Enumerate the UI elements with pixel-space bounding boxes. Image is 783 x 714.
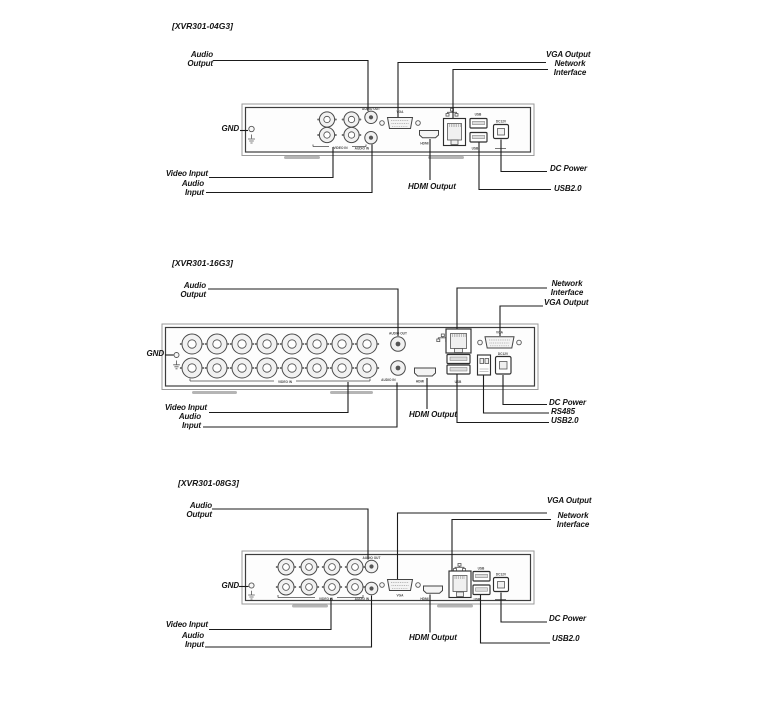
audio-out-marking: AUDIO OUT [362,555,381,560]
label-hdmi-output: HDMI Output [409,410,457,419]
label-dc-power: DC Power [549,398,586,407]
label-audio-input: Audio Input [181,631,204,649]
usb-marking: USB [454,379,462,384]
usb-marking: USB [473,597,481,602]
label-vga-output: VGA Output [547,496,592,505]
video-in-marking: VIDEO IN [333,146,348,150]
dc-marking: DC12V [495,572,507,577]
callout-audio-output [213,61,368,112]
usb-marking: USB [471,146,479,151]
model-title: [XVR301-16G3] [172,258,233,268]
rs485-terminal [478,355,491,375]
audio-in-marking: AUDIO IN [354,596,369,601]
label-audio-output: Audio Output [187,50,213,68]
hdmi-marking: HDMI [415,379,424,384]
dc-marking: DC12V [497,351,509,356]
model-title: [XVR301-04G3] [172,21,233,31]
label-usb: USB2.0 [554,184,582,193]
vga-marking: VGA [496,330,503,335]
label-rs485: RS485 [551,407,575,416]
label-audio-output: Audio Output [180,281,206,299]
audio-in-marking: AUDIO IN [381,377,396,382]
hdmi-marking: HDMI [420,141,429,146]
label-usb: USB2.0 [552,634,580,643]
video-in-marking: VIDEO IN [278,380,292,384]
label-gnd: GND [146,349,164,358]
usb-marking: USB [477,566,485,571]
label-vga-output: VGA Output [544,298,589,307]
label-vga-output: VGA Output [546,50,591,59]
audio-in-marking: AUDIO IN [354,146,369,151]
label-audio-output: Audio Output [186,501,212,519]
label-network-interface: Network Interface [553,59,587,77]
vga-marking: VGA [396,593,404,598]
label-audio-input: Audio Input [178,412,201,430]
label-hdmi-output: HDMI Output [408,182,456,191]
model-title: [XVR301-08G3] [178,478,239,488]
rear-panel [242,104,534,159]
label-network-interface: Network Interface [550,279,584,297]
audio-out-marking: AUDIO OUT [362,107,380,111]
label-network-interface: Network Interface [556,511,590,529]
diagram-xvr301-16g3 [162,288,549,427]
label-usb: USB2.0 [551,416,579,425]
diagram-xvr301-08g3 [205,509,551,647]
label-gnd: GND [221,124,239,133]
label-audio-input: Audio Input [181,179,204,197]
video-in-marking: VIDEO IN [319,596,333,601]
label-video-input: Video Input [165,169,208,178]
callout-network-interface [457,288,547,329]
usb-marking: USB [474,112,482,117]
diagram-xvr301-04g3 [206,61,551,193]
hdmi-marking: HDMI [420,597,429,601]
label-hdmi-output: HDMI Output [409,633,457,642]
label-video-input: Video Input [164,403,207,412]
audio-out-marking: AUDIO OUT [389,331,407,336]
label-dc-power: DC Power [549,614,586,623]
vga-marking: VGA [396,110,404,114]
label-gnd: GND [221,581,239,590]
dc-marking: DC12V [495,119,507,124]
label-dc-power: DC Power [550,164,587,173]
label-video-input: Video Input [165,620,208,629]
